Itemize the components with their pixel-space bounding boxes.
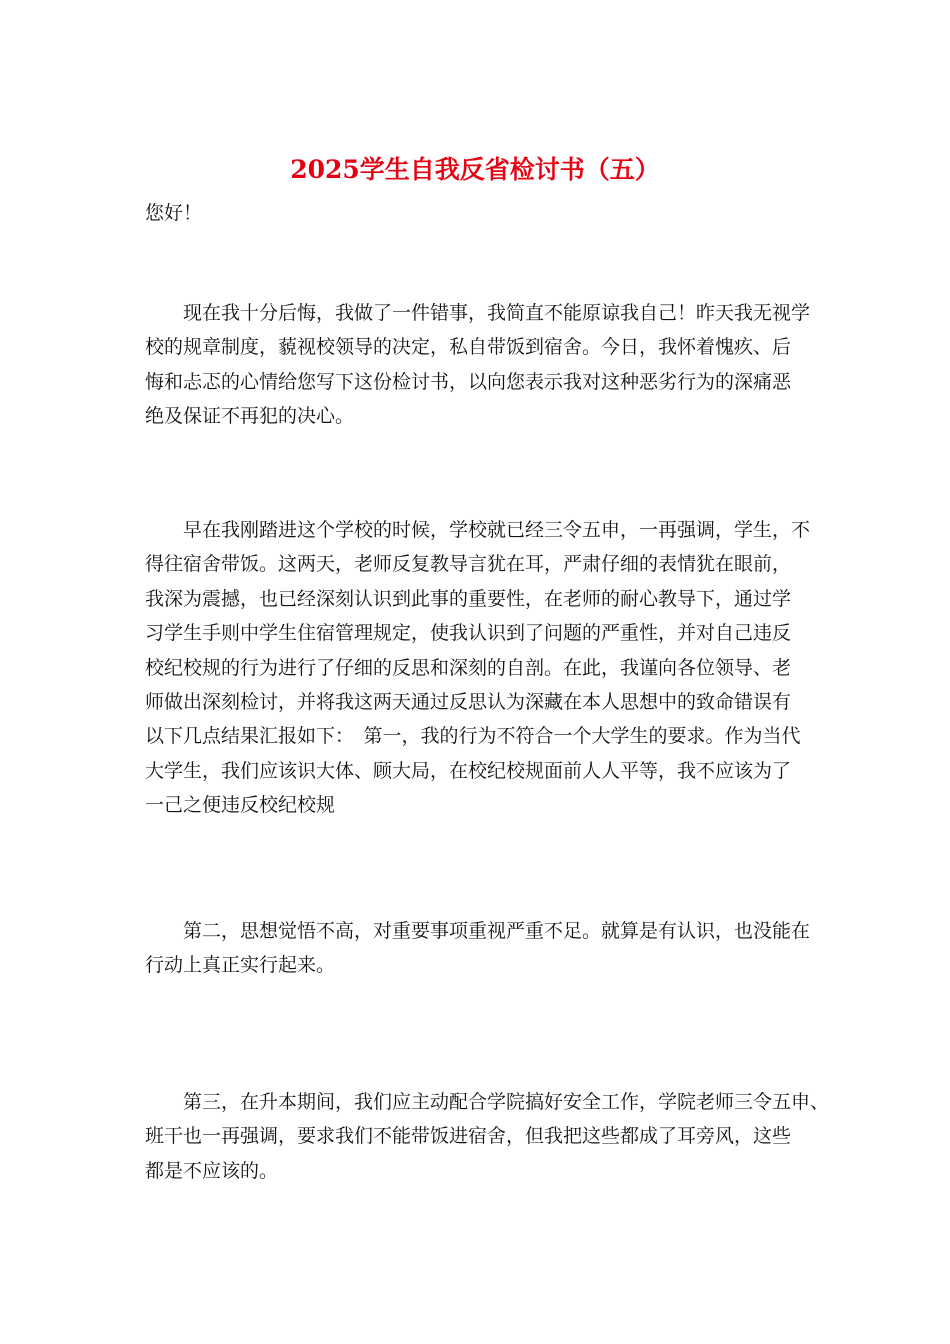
paragraph-line: 班干也一再强调，要求我们不能带饭进宿舍，但我把这些都成了耳旁风，这些: [145, 1125, 792, 1148]
paragraph-3: [145, 914, 815, 983]
paragraph-line: 大学生，我们应该识大体、顾大局，在校纪校规面前人人平等，我不应该为了: [145, 759, 792, 782]
paragraph-line: 一己之便违反校纪校规: [145, 794, 336, 817]
paragraph-line: 悔和忐忑的心情给您写下这份检讨书，以向您表示我对这种恶劣行为的深痛恶: [145, 370, 792, 393]
paragraph-line: 校纪校规的行为进行了仔细的反思和深刻的自剖。在此，我谨向各位领导、老: [145, 656, 792, 679]
document-title: 2025学生自我反省检讨书（五）: [290, 155, 660, 184]
paragraph-4: [145, 1085, 830, 1188]
greeting: 您好！: [145, 202, 203, 224]
paragraph-line: 现在我十分后悔，我做了一件错事，我简直不能原谅我自己！昨天我无视学: [145, 302, 811, 324]
paragraph-line: 绝及保证不再犯的决心。: [145, 405, 355, 428]
paragraph-line: 早在我刚踏进这个学校的时候，学校就已经三令五申，一再强调，学生，不: [145, 519, 811, 541]
paragraph-1: [145, 296, 815, 434]
paragraph-line: 师做出深刻检讨，并将我这两天通过反思认为深藏在本人思想中的致命错误有: [145, 691, 792, 714]
paragraph-line: 习学生手则中学生住宿管理规定，使我认识到了问题的严重性，并对自己违反: [145, 622, 792, 645]
paragraph-line: 都是不应该的。: [145, 1159, 279, 1182]
paragraph-line: 以下几点结果汇报如下： 第一，我的行为不符合一个大学生的要求。作为当代: [145, 725, 801, 748]
paragraph-line: 行动上真正实行起来。: [145, 954, 336, 977]
paragraph-line: 第二，思想觉悟不高，对重要事项重视严重不足。就算是有认识，也没能在: [145, 920, 811, 942]
paragraph-line: 得往宿舍带饭。这两天，老师反复教导言犹在耳，严肃仔细的表情犹在眼前，: [145, 553, 792, 576]
paragraph-line: 第三，在升本期间，我们应主动配合学院搞好安全工作，学院老师三令五申、: [145, 1091, 830, 1113]
paragraph-2: [145, 513, 815, 823]
paragraph-line: 校的规章制度，藐视校领导的决定，私自带饭到宿舍。今日，我怀着愧疚、后: [145, 336, 792, 359]
paragraph-line: 我深为震撼，也已经深刻认识到此事的重要性，在老师的耐心教导下，通过学: [145, 587, 792, 610]
